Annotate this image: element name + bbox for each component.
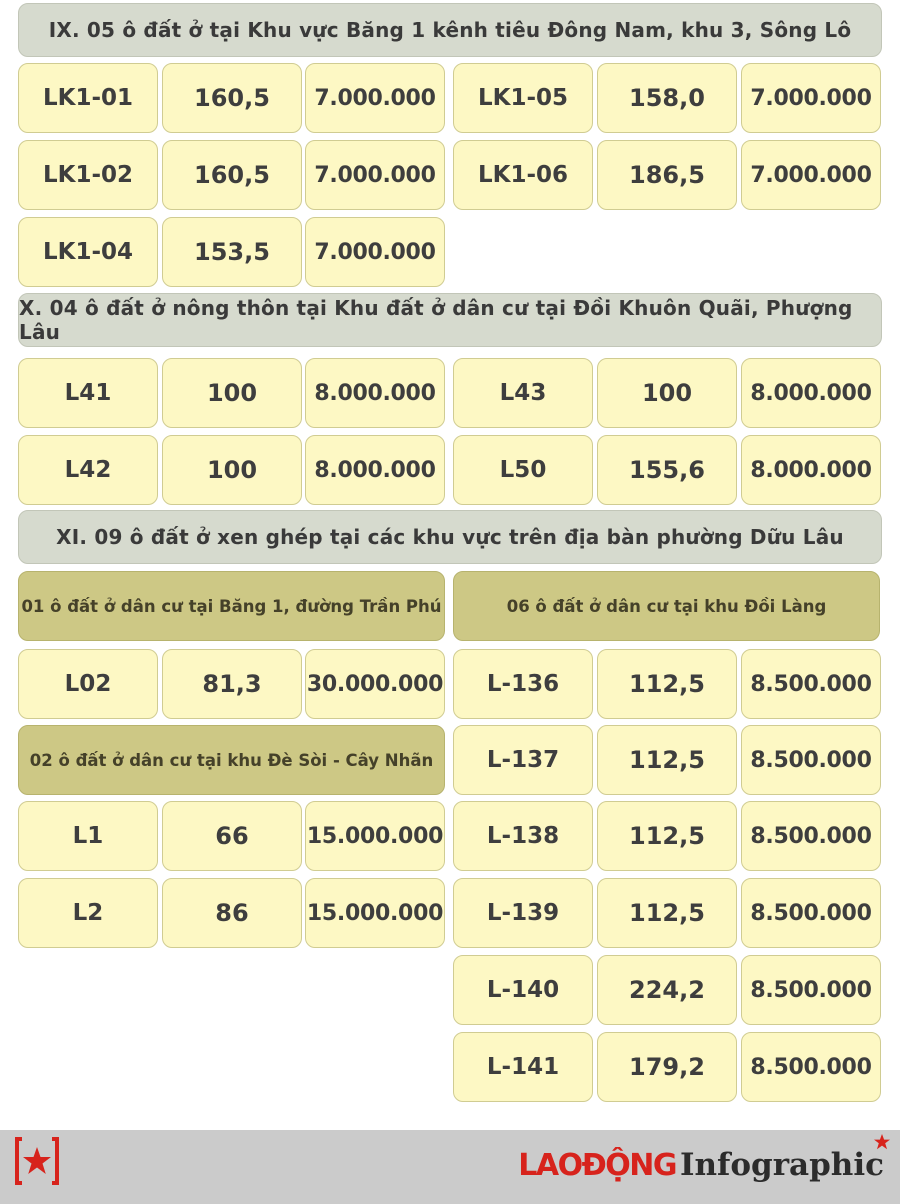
lot-id: L42 [18, 435, 158, 505]
lot-area: 224,2 [597, 955, 737, 1025]
lot-price: 7.000.000 [305, 63, 445, 133]
lot-area: 112,5 [597, 725, 737, 795]
section-x-title: X. 04 ô đất ở nông thôn tại Khu đất ở dân cư tại Đồi Khuôn Quãi, Phượng Lâu [18, 293, 882, 347]
lot-price: 15.000.000 [305, 878, 445, 948]
lot-area: 86 [162, 878, 302, 948]
lot-area: 112,5 [597, 649, 737, 719]
lot-price: 8.000.000 [741, 435, 881, 505]
group-subheader-de-soi: 02 ô đất ở dân cư tại khu Đè Sòi - Cây Nhãn [18, 725, 445, 795]
brand-star-icon [874, 1134, 890, 1150]
lot-price: 7.000.000 [305, 140, 445, 210]
lot-area: 158,0 [597, 63, 737, 133]
lot-id: LK1-01 [18, 63, 158, 133]
lot-area: 66 [162, 801, 302, 871]
lot-area: 160,5 [162, 140, 302, 210]
lot-price: 8.500.000 [741, 649, 881, 719]
lot-area: 112,5 [597, 878, 737, 948]
brand-infographic-wrap [680, 1147, 884, 1183]
lot-id: L43 [453, 358, 593, 428]
section-xi-title: XI. 09 ô đất ở xen ghép tại các khu vực trên địa bàn phường Dữu Lâu [18, 510, 882, 564]
lot-price: 15.000.000 [305, 801, 445, 871]
lot-area: 100 [597, 358, 737, 428]
lot-id: L02 [18, 649, 158, 719]
lot-price: 8.500.000 [741, 801, 881, 871]
brand-wordmark [518, 1140, 884, 1190]
lot-id: L2 [18, 878, 158, 948]
lot-price: 8.500.000 [741, 955, 881, 1025]
lot-id: LK1-02 [18, 140, 158, 210]
lot-id: L-141 [453, 1032, 593, 1102]
section-ix-title: IX. 05 ô đất ở tại Khu vực Băng 1 kênh tiêu Đông Nam, khu 3, Sông Lô [18, 3, 882, 57]
lot-price: 7.000.000 [305, 217, 445, 287]
lot-id: LK1-04 [18, 217, 158, 287]
lot-price: 8.000.000 [741, 358, 881, 428]
lot-id: L1 [18, 801, 158, 871]
lot-area: 179,2 [597, 1032, 737, 1102]
brand-laodong: LAOĐỘNG [518, 1147, 676, 1183]
group-subheader-doi-lang: 06 ô đất ở dân cư tại khu Đồi Làng [453, 571, 880, 641]
lot-price: 7.000.000 [741, 140, 881, 210]
lot-id: LK1-06 [453, 140, 593, 210]
group-subheader-tran-phu: 01 ô đất ở dân cư tại Băng 1, đường Trần Phú [18, 571, 445, 641]
lot-area: 186,5 [597, 140, 737, 210]
lot-area: 153,5 [162, 217, 302, 287]
lot-id: L-137 [453, 725, 593, 795]
lot-price: 30.000.000 [305, 649, 445, 719]
lot-area: 112,5 [597, 801, 737, 871]
lot-price: 8.500.000 [741, 878, 881, 948]
laodong-star-logo-icon [14, 1136, 60, 1186]
lot-id: L-140 [453, 955, 593, 1025]
lot-id: L-136 [453, 649, 593, 719]
lot-id: L50 [453, 435, 593, 505]
lot-area: 100 [162, 435, 302, 505]
lot-id: L-139 [453, 878, 593, 948]
lot-price: 8.500.000 [741, 1032, 881, 1102]
lot-id: L-138 [453, 801, 593, 871]
lot-price: 7.000.000 [741, 63, 881, 133]
lot-price: 8.000.000 [305, 435, 445, 505]
lot-area: 160,5 [162, 63, 302, 133]
brand-infographic: Infographic [679, 1147, 884, 1183]
lot-price: 8.500.000 [741, 725, 881, 795]
lot-area: 155,6 [597, 435, 737, 505]
lot-id: L41 [18, 358, 158, 428]
lot-area: 81,3 [162, 649, 302, 719]
lot-id: LK1-05 [453, 63, 593, 133]
lot-area: 100 [162, 358, 302, 428]
lot-price: 8.000.000 [305, 358, 445, 428]
